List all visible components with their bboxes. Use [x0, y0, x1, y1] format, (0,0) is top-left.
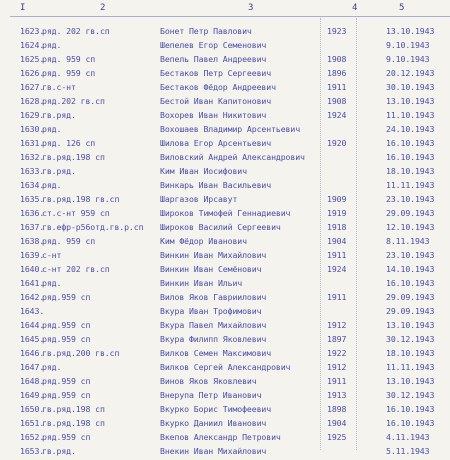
record-number: 1637. [20, 222, 45, 232]
record-number: 1651. [20, 418, 45, 428]
death-date: 16.10.1943 [386, 404, 435, 414]
record-number: 1628. [20, 96, 45, 106]
table-row [0, 180, 450, 194]
rank-unit: ряд. 126 сп [42, 138, 96, 148]
birth-year: 1923 [327, 26, 347, 36]
rank-unit: ряд.959 сп [42, 376, 91, 386]
death-date: 11.10.1943 [386, 110, 435, 120]
table-row [0, 418, 450, 432]
death-date: 4.11.1943 [386, 432, 430, 442]
birth-year: 1904 [327, 418, 347, 428]
full-name: Вкура Иван Трофимович [160, 306, 262, 316]
record-number: 1631. [20, 138, 45, 148]
birth-year: 1913 [327, 390, 347, 400]
full-name: Виловский Андрей Александрович [160, 152, 305, 162]
rank-unit: ряд.959 сп [42, 334, 91, 344]
record-number: 1642. [20, 292, 45, 302]
column-header-birth-year: 4 [352, 3, 358, 13]
table-row [0, 236, 450, 250]
table-row [0, 250, 450, 264]
full-name: Бонет Петр Павлович [160, 26, 252, 36]
full-name: Широков Василий Сергеевич [160, 222, 281, 232]
table-row [0, 320, 450, 334]
full-name: Вкура Павел Михайлович [160, 320, 267, 330]
birth-year: 1904 [327, 236, 347, 246]
rank-unit: ряд. 959 сп [42, 236, 96, 246]
rank-unit: ряд.202 гв.сп [42, 96, 105, 106]
rank-unit: гв.ефр-р56отд.гв.р.сп [42, 222, 144, 232]
rank-unit: ряд.959 сп [42, 292, 91, 302]
death-date: 12.10.1943 [386, 222, 435, 232]
death-date: 30.12.1943 [386, 334, 435, 344]
table-row [0, 348, 450, 362]
death-date: 30.10.1943 [386, 82, 435, 92]
full-name: Шаргазов Ирсавут [160, 194, 238, 204]
rank-unit: ряд. [42, 278, 62, 288]
rank-unit: гв.с-нт [42, 82, 76, 92]
record-number: 1638. [20, 236, 45, 246]
record-number: 1627. [20, 82, 45, 92]
birth-year: 1897 [327, 334, 347, 344]
birth-year: 1911 [327, 376, 347, 386]
full-name: Винкин Иван Ильич [160, 278, 243, 288]
birth-year: 1911 [327, 292, 347, 302]
full-name: Вкепов Александр Петрович [160, 432, 281, 442]
birth-year: 1898 [327, 404, 347, 414]
table-row [0, 222, 450, 236]
death-date: 30.12.1943 [386, 390, 435, 400]
birth-year: 1911 [327, 250, 347, 260]
record-number: 1650. [20, 404, 45, 414]
record-number: 1624. [20, 40, 45, 50]
record-number: 1653. [20, 446, 45, 456]
death-date: 18.10.1943 [386, 348, 435, 358]
rank-unit: ряд.959 сп [42, 390, 91, 400]
record-number: 1629. [20, 110, 45, 120]
rank-unit: ряд. [42, 180, 62, 190]
rank-unit: ряд. 959 сп [42, 54, 96, 64]
record-number: 1633. [20, 166, 45, 176]
death-date: 11.11.1943 [386, 362, 435, 372]
table-row [0, 292, 450, 306]
rank-unit: гв.ряд. [42, 110, 76, 120]
death-date: 9.10.1943 [386, 54, 430, 64]
death-date: 23.10.1943 [386, 194, 435, 204]
death-date: 29.09.1943 [386, 208, 435, 218]
full-name: Вкура Филипп Яковлевич [160, 334, 267, 344]
birth-year: 1922 [327, 348, 347, 358]
table-row [0, 390, 450, 404]
rank-unit: ряд. [42, 362, 62, 372]
table-row [0, 334, 450, 348]
table-row [0, 124, 450, 138]
birth-year: 1925 [327, 432, 347, 442]
table-row [0, 26, 450, 40]
full-name: Бестой Иван Капитонович [160, 96, 272, 106]
birth-year: 1896 [327, 68, 347, 78]
death-date: 23.10.1943 [386, 250, 435, 260]
death-date: 13.10.1943 [386, 376, 435, 386]
record-number: 1639. [20, 250, 45, 260]
full-name: Вепель Павел Андреевич [160, 54, 267, 64]
full-name: Винов Яков Яковлевич [160, 376, 257, 386]
rank-unit: ст.с-нт 959 сп [42, 208, 110, 218]
rank-unit: ряд. 202 гв.сп [42, 26, 110, 36]
full-name: Бестаков Фёдор Андреевич [160, 82, 276, 92]
rank-unit: ряд. [42, 124, 62, 134]
table-row [0, 306, 450, 320]
table-row [0, 194, 450, 208]
column-header-number: I [20, 3, 26, 13]
rank-unit: гв.ряд. [42, 446, 76, 456]
table-row [0, 362, 450, 376]
record-number: 1640. [20, 264, 45, 274]
record-number: 1626. [20, 68, 45, 78]
table-row [0, 82, 450, 96]
record-number: 1634. [20, 180, 45, 190]
birth-year: 1909 [327, 194, 347, 204]
table-row [0, 278, 450, 292]
full-name: Широков Тимофей Геннадиевич [160, 208, 291, 218]
full-name: Ким Иван Иосифович [160, 166, 247, 176]
rank-unit: ряд.959 сп [42, 432, 91, 442]
birth-year: 1912 [327, 320, 347, 330]
table-row [0, 152, 450, 166]
death-date: 16.10.1943 [386, 138, 435, 148]
record-number: 1644. [20, 320, 45, 330]
record-number: 1647. [20, 362, 45, 372]
birth-year: 1912 [327, 362, 347, 372]
rank-unit: ряд.959 сп [42, 320, 91, 330]
full-name: Ким Фёдор Иванович [160, 236, 247, 246]
birth-year: 1920 [327, 138, 347, 148]
death-date: 13.10.1943 [386, 26, 435, 36]
full-name: Вкурко Даниил Иванович [160, 418, 267, 428]
full-name: Шепелев Егор Семенович [160, 40, 267, 50]
record-number: 1630. [20, 124, 45, 134]
record-number: 1632. [20, 152, 45, 162]
death-date: 8.11.1943 [386, 236, 430, 246]
birth-year: 1924 [327, 264, 347, 274]
record-number: 1635. [20, 194, 45, 204]
full-name: Внекин Иван Михайлович [160, 446, 267, 456]
table-row [0, 166, 450, 180]
column-header-date: 5 [399, 3, 405, 13]
birth-year: 1908 [327, 54, 347, 64]
table-row [0, 376, 450, 390]
death-date: 13.10.1943 [386, 320, 435, 330]
rank-unit: с-нт 202 гв.сп [42, 264, 110, 274]
full-name: Вилов Яков Гавриилович [160, 292, 267, 302]
record-number: 1636. [20, 208, 45, 218]
record-number: 1652. [20, 432, 45, 442]
birth-year: 1924 [327, 110, 347, 120]
table-row [0, 446, 450, 460]
table-row [0, 96, 450, 110]
record-number: 1648. [20, 376, 45, 386]
rank-unit: гв.ряд.198 сп [42, 152, 105, 162]
rank-unit: гв.ряд.198 гв.сп [42, 194, 120, 204]
death-date: 18.10.1943 [386, 166, 435, 176]
death-date: 13.10.1943 [386, 96, 435, 106]
record-number: 1623. [20, 26, 45, 36]
table-row [0, 404, 450, 418]
full-name: Вилков Семен Максимович [160, 348, 272, 358]
death-date: 16.10.1943 [386, 418, 435, 428]
death-date: 29.09.1943 [386, 306, 435, 316]
birth-year: 1911 [327, 82, 347, 92]
full-name: Вохошаев Владимир Арсентьевич [160, 124, 301, 134]
full-name: Вкурко Борис Тимофеевич [160, 404, 272, 414]
column-header-rank-unit: 2 [100, 3, 106, 13]
rank-unit: с-нт [42, 250, 62, 260]
record-number: 1649. [20, 390, 45, 400]
death-date: 29.09.1943 [386, 292, 435, 302]
record-number: 1646. [20, 348, 45, 358]
table-row [0, 208, 450, 222]
full-name: Бестаков Петр Сергеевич [160, 68, 272, 78]
record-number: 1645. [20, 334, 45, 344]
birth-year: 1918 [327, 222, 347, 232]
rank-unit: гв.ряд.198 сп [42, 418, 105, 428]
death-date: 16.10.1943 [386, 278, 435, 288]
column-header-row [0, 3, 450, 17]
rank-unit: ряд. [42, 40, 62, 50]
death-date: 24.10.1943 [386, 124, 435, 134]
rank-unit: ряд. 959 сп [42, 68, 96, 78]
death-date: 5.11.1943 [386, 446, 430, 456]
table-row [0, 264, 450, 278]
death-date: 14.10.1943 [386, 264, 435, 274]
death-date: 11.11.1943 [386, 180, 435, 190]
table-row [0, 40, 450, 54]
full-name: Винкарь Иван Васильевич [160, 180, 272, 190]
column-header-full-name: 3 [248, 3, 254, 13]
record-number: 1643. [20, 306, 45, 316]
rank-unit: гв.ряд.198 сп [42, 404, 105, 414]
death-date: 9.10.1943 [386, 40, 430, 50]
record-number: 1641. [20, 278, 45, 288]
table-row [0, 68, 450, 82]
table-row [0, 110, 450, 124]
full-name: Вилков Сергей Александрович [160, 362, 291, 372]
record-number: 1625. [20, 54, 45, 64]
birth-year: 1908 [327, 96, 347, 106]
birth-year: 1919 [327, 208, 347, 218]
table-row [0, 54, 450, 68]
death-date: 16.10.1943 [386, 152, 435, 162]
full-name: Шилова Егор Арсентьевич [160, 138, 272, 148]
table-row [0, 432, 450, 446]
rank-unit: гв.ряд.200 гв.сп [42, 348, 120, 358]
full-name: Винкин Иван Михайлович [160, 250, 267, 260]
death-date: 20.12.1943 [386, 68, 435, 78]
header-divider [10, 16, 450, 17]
full-name: Винкин Иван Семёнович [160, 264, 262, 274]
full-name: Внерупа Петр Иванович [160, 390, 262, 400]
rank-unit: гв.ряд. [42, 166, 76, 176]
table-row [0, 138, 450, 152]
full-name: Вохорев Иван Никитович [160, 110, 267, 120]
